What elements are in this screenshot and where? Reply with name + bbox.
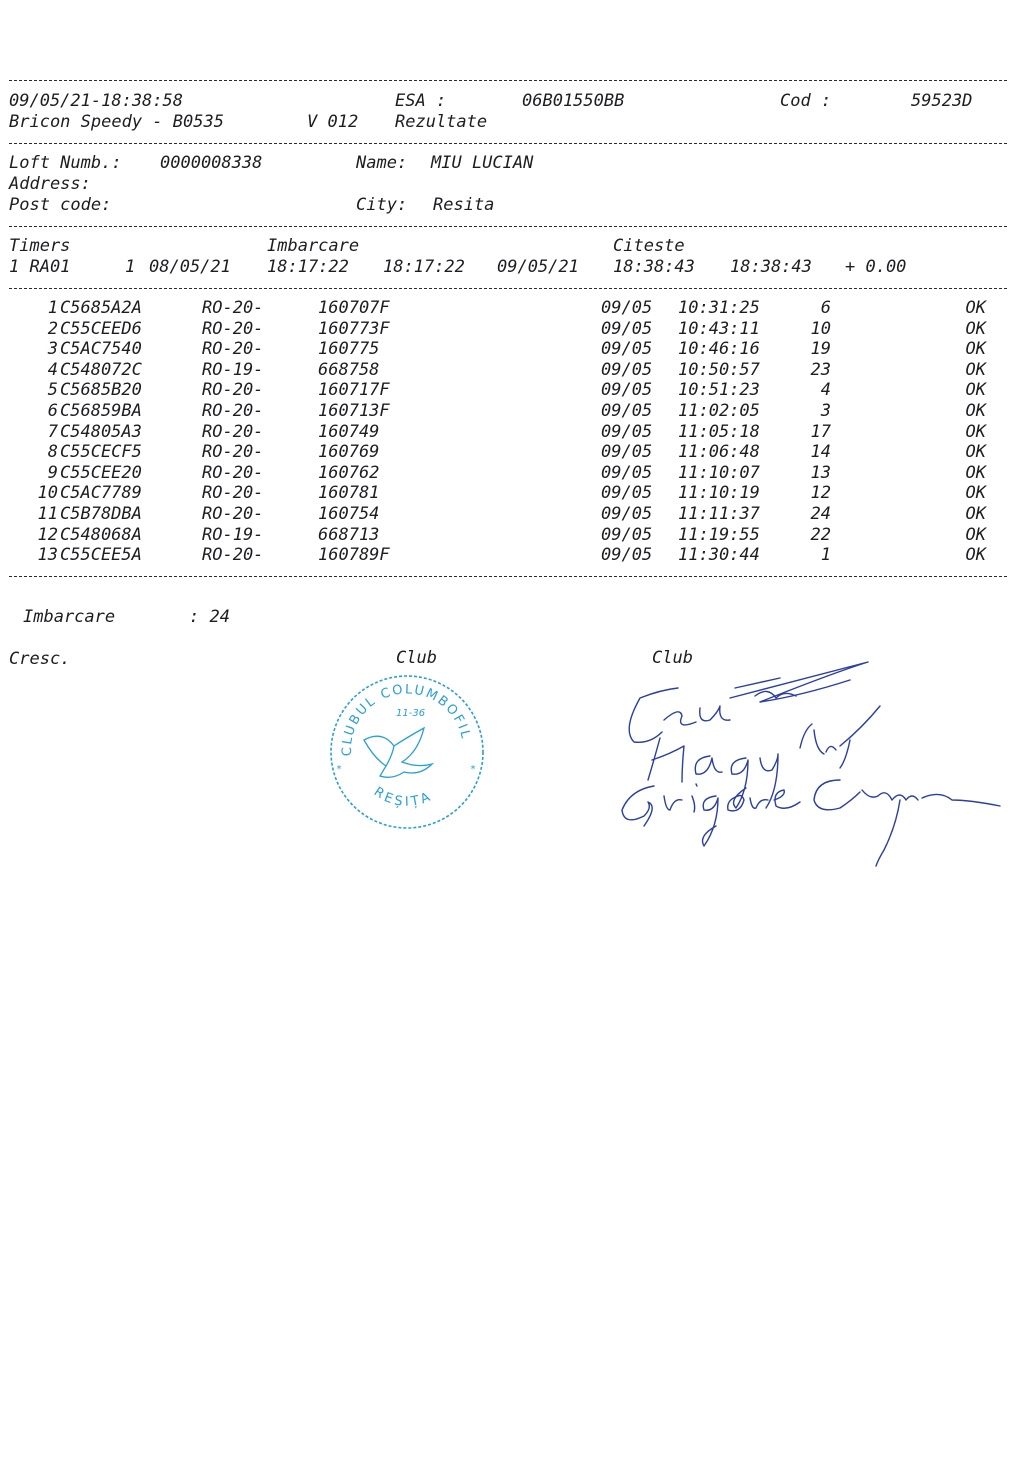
cod-value: 59523D: [911, 91, 973, 111]
cell-chip: C55CEE20: [60, 462, 142, 483]
cell-date: 09/05: [601, 524, 653, 545]
cell-prefix: RO-20-: [202, 380, 264, 401]
cell-ring: 160707F: [318, 298, 390, 318]
cell-status: OK: [965, 504, 986, 524]
stamp-text-top: CLUBUL COLUMBOFIL: [339, 682, 474, 757]
esa-label: ESA :: [395, 91, 447, 111]
cell-time: 10:31:25: [678, 298, 760, 318]
cell-pos: 17: [810, 421, 831, 442]
cell-n: 5: [47, 380, 58, 401]
cell-prefix: RO-19-: [202, 524, 264, 545]
cell-n: 11: [37, 504, 58, 524]
city-value: Resita: [433, 195, 495, 215]
cell-prefix: RO-20-: [202, 298, 264, 318]
citeste-time-1: 18:38:43: [613, 257, 695, 277]
cell-pos: 14: [810, 442, 831, 463]
loft-number-value: 0000008338: [160, 153, 263, 173]
club-label-1: Club: [396, 648, 437, 668]
cell-chip: C5685A2A: [60, 298, 142, 318]
cell-time: 10:50:57: [678, 359, 760, 380]
cell-pos: 24: [810, 504, 831, 524]
cell-ring: 160773F: [318, 318, 390, 339]
cell-status: OK: [965, 442, 986, 463]
cell-status: OK: [965, 318, 986, 339]
stamp-star-right: *: [470, 764, 477, 775]
cell-chip: C548068A: [60, 524, 142, 545]
postcode-label: Post code:: [9, 195, 112, 215]
cell-prefix: RO-20-: [202, 545, 264, 566]
cell-status: OK: [965, 298, 986, 318]
cell-prefix: RO-20-: [202, 421, 264, 442]
cell-n: 13: [37, 545, 58, 566]
cell-ring: 160769: [318, 442, 380, 463]
timer-num: 1: [125, 257, 136, 277]
cell-n: 6: [47, 401, 58, 421]
city-label: City:: [356, 195, 408, 215]
summary-imbarcare-label: Imbarcare: [23, 607, 116, 627]
cell-n: 1: [47, 298, 58, 318]
cell-time: 11:30:44: [678, 545, 760, 566]
dove-icon: [364, 728, 432, 777]
cell-time: 11:19:55: [678, 524, 760, 545]
cell-n: 7: [47, 421, 58, 442]
cell-status: OK: [965, 401, 986, 421]
cell-chip: C5AC7789: [60, 483, 142, 504]
cell-chip: C55CEED6: [60, 318, 142, 339]
cell-prefix: RO-19-: [202, 359, 264, 380]
cell-time: 11:10:07: [678, 462, 760, 483]
cell-prefix: RO-20-: [202, 339, 264, 360]
cell-ring: 160775: [318, 339, 380, 360]
cell-status: OK: [965, 483, 986, 504]
cell-chip: C56859BA: [60, 401, 142, 421]
citeste-header: Citeste: [613, 236, 685, 256]
cell-time: 10:51:23: [678, 380, 760, 401]
cell-chip: C5AC7540: [60, 339, 142, 360]
cell-date: 09/05: [601, 401, 653, 421]
cell-pos: 19: [810, 339, 831, 360]
cell-status: OK: [965, 359, 986, 380]
cell-time: 11:02:05: [678, 401, 760, 421]
rule-table-end: [9, 576, 1007, 577]
imbarcare-header: Imbarcare: [267, 236, 360, 256]
cell-ring: 160781: [318, 483, 380, 504]
cell-time: 11:10:19: [678, 483, 760, 504]
cell-date: 09/05: [601, 483, 653, 504]
cell-date: 09/05: [601, 504, 653, 524]
cell-ring: 160749: [318, 421, 380, 442]
cell-prefix: RO-20-: [202, 442, 264, 463]
cod-label: Cod :: [780, 91, 832, 111]
rule-top: [9, 80, 1007, 81]
cell-ring: 160717F: [318, 380, 390, 401]
cell-pos: 3: [820, 401, 831, 421]
summary-imbarcare-value: : 24: [189, 607, 230, 627]
cell-n: 8: [47, 442, 58, 463]
cell-time: 11:06:48: [678, 442, 760, 463]
stamp-star-left: *: [336, 764, 343, 775]
cell-prefix: RO-20-: [202, 483, 264, 504]
cell-pos: 6: [820, 298, 831, 318]
signature-names: Leu Nagy Grigore: [600, 876, 610, 877]
cell-date: 09/05: [601, 380, 653, 401]
cell-chip: C5685B20: [60, 380, 142, 401]
cell-prefix: RO-20-: [202, 504, 264, 524]
cell-ring: 160713F: [318, 401, 390, 421]
club-stamp: [322, 668, 492, 833]
cell-status: OK: [965, 421, 986, 442]
device-name: Bricon Speedy - B0535: [9, 112, 224, 132]
cell-status: OK: [965, 524, 986, 545]
cell-date: 09/05: [601, 318, 653, 339]
cell-chip: C55CECF5: [60, 442, 142, 463]
name-label: Name:: [356, 153, 408, 173]
cell-time: 10:43:11: [678, 318, 760, 339]
cell-chip: C5B78DBA: [60, 504, 142, 524]
cell-chip: C548072C: [60, 359, 142, 380]
citeste-time-2: 18:38:43: [730, 257, 812, 277]
cell-pos: 13: [810, 462, 831, 483]
cell-pos: 22: [810, 524, 831, 545]
cell-date: 09/05: [601, 298, 653, 318]
cell-n: 2: [47, 318, 58, 339]
cresc-label: Cresc.: [9, 649, 71, 669]
timer-offset: + 0.00: [845, 257, 907, 277]
cell-pos: 1: [820, 545, 831, 566]
esa-value: 06B01550BB: [522, 91, 625, 111]
cell-ring: 668758: [318, 359, 380, 380]
cell-time: 10:46:16: [678, 339, 760, 360]
cell-prefix: RO-20-: [202, 462, 264, 483]
cell-pos: 23: [810, 359, 831, 380]
cell-ring: 160762: [318, 462, 380, 483]
cell-date: 09/05: [601, 545, 653, 566]
cell-status: OK: [965, 545, 986, 566]
cell-prefix: RO-20-: [202, 401, 264, 421]
rule-loft: [9, 226, 1007, 227]
cell-ring: 160754: [318, 504, 380, 524]
imbarcare-date: 08/05/21: [149, 257, 231, 277]
cell-date: 09/05: [601, 442, 653, 463]
stamp-code: 11-36: [396, 708, 426, 719]
cell-n: 3: [47, 339, 58, 360]
cell-status: OK: [965, 380, 986, 401]
timers-label: Timers: [9, 236, 71, 256]
device-version: V 012: [307, 112, 359, 132]
cell-n: 10: [37, 483, 58, 504]
imbarcare-time-2: 18:17:22: [383, 257, 465, 277]
cell-n: 12: [37, 524, 58, 545]
cell-date: 09/05: [601, 421, 653, 442]
report-type: Rezultate: [395, 112, 488, 132]
cell-chip: C55CEE5A: [60, 545, 142, 566]
rule-timers: [9, 288, 1007, 289]
imbarcare-time-1: 18:17:22: [267, 257, 349, 277]
rule-header: [9, 143, 1007, 144]
club-label-2: Club: [652, 648, 693, 668]
cell-n: 9: [47, 462, 58, 483]
club-signatures: [600, 650, 1010, 880]
cell-date: 09/05: [601, 462, 653, 483]
citeste-date: 09/05/21: [497, 257, 579, 277]
cell-ring: 668713: [318, 524, 380, 545]
cell-date: 09/05: [601, 359, 653, 380]
cell-chip: C54805A3: [60, 421, 142, 442]
cell-time: 11:05:18: [678, 421, 760, 442]
cell-pos: 12: [810, 483, 831, 504]
timer-id: 1 RA01: [9, 257, 71, 277]
name-value: MIU LUCIAN: [431, 153, 534, 173]
report-datetime: 09/05/21-18:38:58: [9, 91, 183, 111]
cell-status: OK: [965, 339, 986, 360]
cell-time: 11:11:37: [678, 504, 760, 524]
address-label: Address:: [9, 174, 91, 194]
cell-pos: 10: [810, 318, 831, 339]
loft-number-label: Loft Numb.:: [9, 153, 122, 173]
cell-n: 4: [47, 359, 58, 380]
cell-ring: 160789F: [318, 545, 390, 566]
cell-pos: 4: [820, 380, 831, 401]
cell-status: OK: [965, 462, 986, 483]
cell-prefix: RO-20-: [202, 318, 264, 339]
stamp-text-bottom: REȘIȚA: [370, 784, 436, 810]
cell-date: 09/05: [601, 339, 653, 360]
